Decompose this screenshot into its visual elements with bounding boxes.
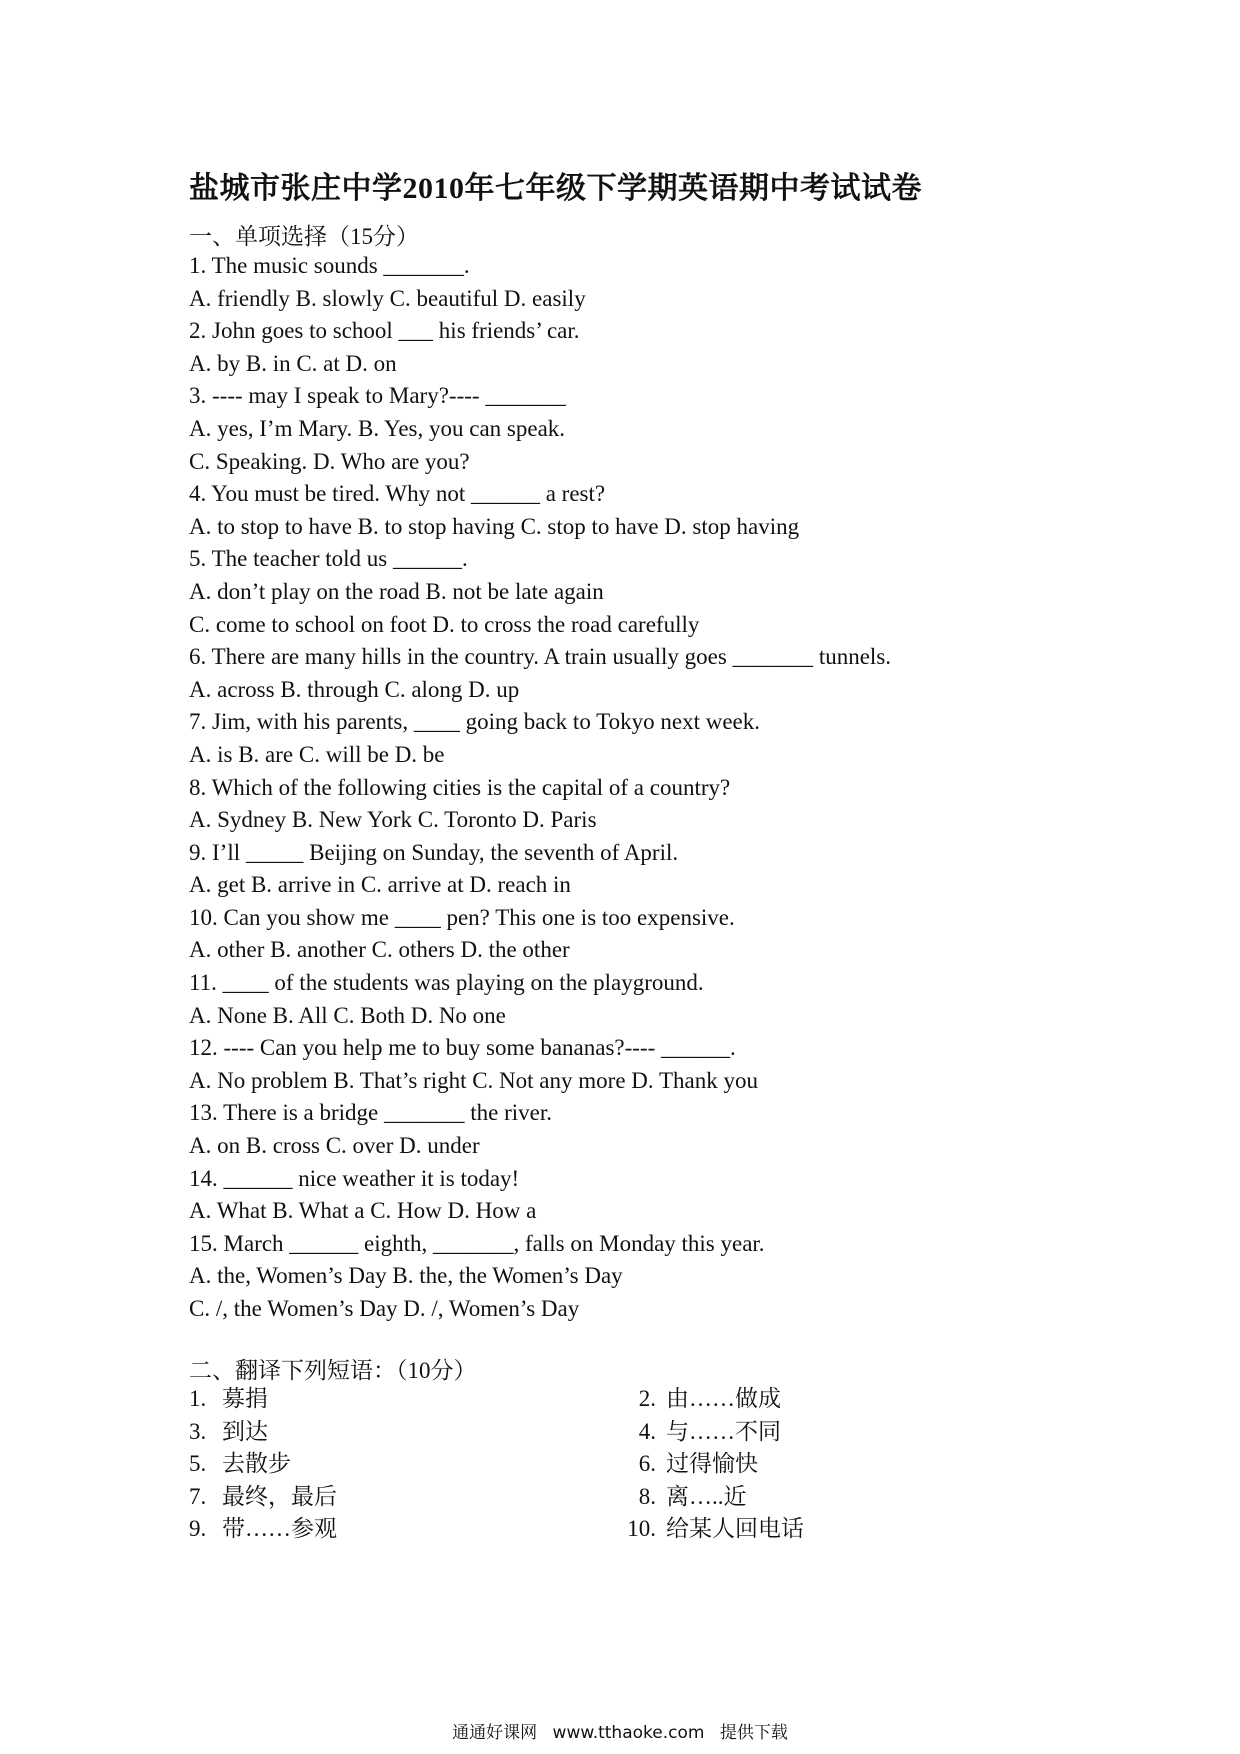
translation-item: [623, 1448, 889, 1481]
translation-item-number: 5.: [189, 1451, 207, 1477]
translation-item-number: 8.: [638, 1483, 656, 1509]
translation-item-number: 1.: [189, 1386, 207, 1411]
question-line: A. other B. another C. others D. the other: [189, 937, 570, 963]
translation-item-number: 7.: [189, 1483, 207, 1509]
question-line: 9. I’ll _____ Beijing on Sunday, the seventh of April.: [189, 839, 679, 865]
translation-item-number: 9.: [189, 1516, 207, 1542]
question-line: A. yes, I’m Mary. B. Yes, you can speak.: [189, 415, 566, 441]
translation-item-text: 与……不同: [666, 1418, 781, 1444]
translation-item: [623, 1383, 889, 1416]
question-line: A. Sydney B. New York C. Toronto D. Paris: [189, 807, 597, 833]
translation-phrases: [189, 1383, 889, 1546]
translation-item: [623, 1416, 889, 1449]
question-line: C. /, the Women’s Day D. /, Women’s Day: [189, 1296, 580, 1321]
question-line: A. to stop to have B. to stop having C. stop to have D. stop having: [189, 513, 800, 539]
question-line: A. friendly B. slowly C. beautiful D. easily: [189, 285, 586, 311]
translation-item: [189, 1383, 623, 1416]
question-line: A. by B. in C. at D. on: [189, 350, 397, 376]
question-line: 5. The teacher told us ______.: [189, 546, 468, 572]
question-line: 7. Jim, with his parents, ____ going back to Tokyo next week.: [189, 709, 760, 735]
footer-site-name: 通通好课网: [452, 1723, 538, 1743]
question-line: 6. There are many hills in the country. A train usually goes _______ tunnels.: [189, 644, 892, 670]
question-line: A. is B. are C. will be D. be: [189, 741, 445, 767]
question-line: 4. You must be tired. Why not ______ a rest?: [189, 481, 606, 507]
question-line: C. come to school on foot D. to cross the road carefully: [189, 611, 700, 637]
question-line: 15. March ______ eighth, _______, falls on Monday this year.: [189, 1230, 765, 1256]
translation-item-number: 3.: [189, 1418, 207, 1444]
multiple-choice-questions: [189, 250, 1089, 1326]
translation-item: [623, 1481, 889, 1514]
question-line: 2. John goes to school ___ his friends’ car.: [189, 318, 580, 344]
question-line: 11. ____ of the students was playing on the playground.: [189, 970, 704, 996]
translation-item: [189, 1448, 623, 1481]
translation-item-text: 带……参观: [222, 1516, 337, 1542]
translation-item: [189, 1416, 623, 1449]
translation-item-text: 离…..近: [666, 1483, 747, 1509]
section2-heading: 二、翻译下列短语：（10分）: [189, 1358, 477, 1383]
question-line: A. None B. All C. Both D. No one: [189, 1002, 506, 1028]
section1-heading: 一、单项选择（15分）: [189, 224, 419, 249]
question-line: 1. The music sounds _______.: [189, 253, 470, 278]
question-line: 10. Can you show me ____ pen? This one is too expensive.: [189, 904, 735, 930]
translation-item-number: 2.: [638, 1386, 656, 1411]
question-line: 3. ---- may I speak to Mary?---- _______: [189, 383, 566, 409]
translation-item-text: 到达: [222, 1418, 268, 1444]
footer-url: www.tthaoke.com: [552, 1723, 705, 1743]
question-line: A. What B. What a C. How D. How a: [189, 1198, 537, 1224]
question-line: A. on B. cross C. over D. under: [189, 1133, 480, 1159]
page-footer: [0, 1718, 1240, 1743]
question-line: 8. Which of the following cities is the capital of a country?: [189, 774, 731, 800]
translation-item: [623, 1513, 889, 1546]
footer-note: 提供下载: [719, 1723, 788, 1743]
exam-title: 盐城市张庄中学2010年七年级下学期英语期中考试试卷: [189, 172, 922, 205]
question-line: 12. ---- Can you help me to buy some bananas?---- ______.: [189, 1035, 736, 1061]
question-line: A. across B. through C. along D. up: [189, 676, 520, 702]
question-line: A. the, Women’s Day B. the, the Women’s Day: [189, 1263, 623, 1289]
question-line: A. get B. arrive in C. arrive at D. reach in: [189, 872, 571, 898]
translation-item: [189, 1513, 623, 1546]
translation-item-number: 6.: [638, 1451, 656, 1477]
translation-item-text: 去散步: [222, 1451, 291, 1477]
translation-item-text: 给某人回电话: [666, 1516, 804, 1542]
question-line: 14. ______ nice weather it is today!: [189, 1165, 520, 1191]
translation-item-text: 最终，最后: [222, 1483, 337, 1509]
translation-item: [189, 1481, 623, 1514]
translation-item-number: 10.: [627, 1516, 656, 1542]
question-line: C. Speaking. D. Who are you?: [189, 448, 470, 474]
translation-item-text: 募捐: [222, 1386, 268, 1411]
question-line: 13. There is a bridge _______ the river.: [189, 1100, 553, 1126]
question-line: A. No problem B. That’s right C. Not any more D. Thank you: [189, 1067, 758, 1093]
question-line: A. don’t play on the road B. not be late again: [189, 578, 604, 604]
translation-item-text: 过得愉快: [666, 1451, 758, 1477]
translation-item-text: 由……做成: [666, 1386, 781, 1411]
translation-item-number: 4.: [638, 1418, 656, 1444]
